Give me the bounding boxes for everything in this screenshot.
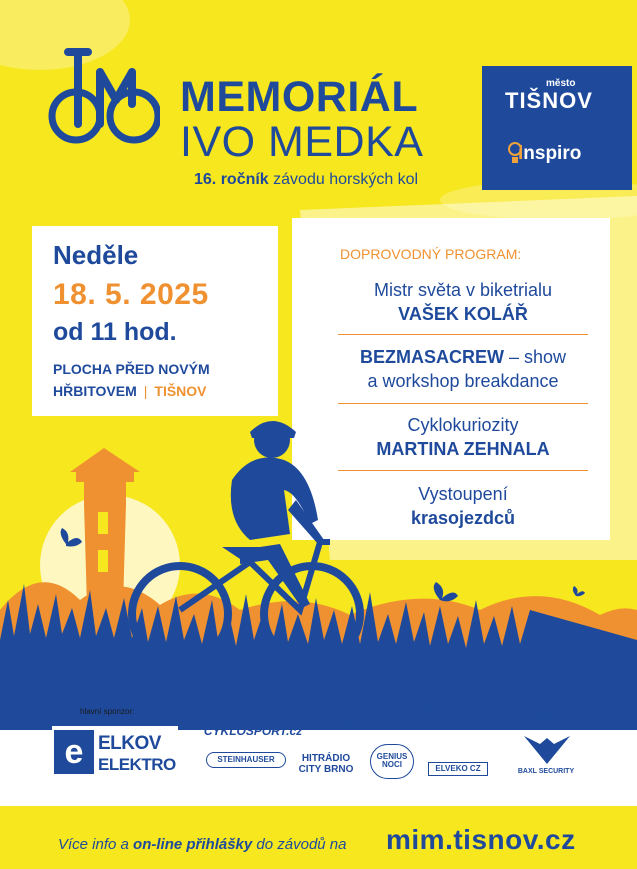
program-divider: [338, 334, 588, 335]
cyclist-scene-illustration: [0, 400, 637, 730]
elkov-subname: ELEKTRO: [98, 755, 176, 774]
inspiro-logo: [518, 143, 581, 165]
butterfly-icon: [573, 586, 585, 596]
mesto-label: město: [546, 78, 576, 89]
program-item-line1: Mistr světa v biketrialu: [373, 280, 553, 300]
event-place-line2: [53, 383, 207, 399]
event-place-line1: PLOCHA PŘED NOVÝM: [53, 361, 210, 377]
event-subtitle: [194, 171, 418, 189]
event-day: Neděle: [53, 240, 139, 270]
program-item-line1: Vystoupení: [418, 484, 508, 504]
tisnov-logo: TIŠNOV: [505, 88, 593, 113]
sponsor-logo: HITRÁDIO CITY BRNO: [298, 753, 354, 775]
butterfly-icon: [61, 528, 82, 547]
subtitle-text: závodu horských kol: [268, 171, 419, 188]
event-time: od 11 hod.: [53, 318, 177, 346]
butterfly-icon: [434, 582, 458, 601]
footer-text-a: Více info a: [58, 836, 134, 853]
program-item: [338, 278, 588, 326]
program-heading: DOPROVODNÝ PROGRAM:: [340, 246, 522, 262]
place-name: HŘBITOVEM: [53, 383, 137, 399]
program-item-line1: Cyklokuriozity: [407, 415, 519, 435]
place-separator: |: [143, 383, 148, 399]
program-item: [338, 345, 588, 393]
memorial-logo-icon: [48, 44, 160, 164]
elkov-e-mark: e: [54, 730, 94, 774]
website-link[interactable]: mim.tisnov.cz: [386, 824, 576, 855]
program-item-line1: – show: [503, 347, 567, 367]
title-line2: IVO MEDKA: [180, 118, 424, 166]
subtitle-edition: 16. ročník: [194, 171, 269, 188]
sponsor-label: hlavní sponzor:: [80, 707, 135, 716]
inspiro-i: i: [518, 143, 524, 164]
inspiro-rest: nspiro: [523, 143, 582, 164]
wings-icon: [522, 734, 572, 766]
program-item-performer: BEZMASACREW: [359, 347, 504, 367]
elkov-name: ELKOV: [98, 733, 161, 754]
sponsor-logo: BAXL SECURITY: [517, 768, 575, 775]
program-item-performer: krasojezdců: [410, 508, 516, 528]
sponsor-logo: CHYTŘE: [404, 708, 434, 715]
sponsor-logo: BB CYKLOSPORT.cz: [203, 711, 303, 738]
program-item-performer: VAŠEK KOLÁŘ: [398, 304, 528, 324]
footer-text: [58, 836, 347, 853]
event-date: 18. 5. 2025: [53, 278, 209, 311]
footer-text-b: do závodů na: [252, 836, 347, 853]
sponsor-logo: STEINHAUSER: [206, 752, 286, 768]
footer-text-bold: on-line přihlášky: [133, 836, 253, 853]
sponsor-logo: SUPERIOR: [261, 704, 299, 711]
sponsor-logo: TEPOS-HJ: [528, 709, 588, 723]
sponsor-logo: GENIUS NOCI: [370, 744, 414, 779]
place-town: TIŠNOV: [154, 383, 207, 399]
event-title: [180, 73, 424, 166]
sponsor-logo: TOMÁŠ PLAVEC: [331, 716, 359, 731]
sponsor-logo: ELVEKO CZ: [428, 762, 488, 776]
program-item-performer: MARTINA ZEHNALA: [376, 439, 550, 459]
program-item-line2: a workshop breakdance: [367, 371, 559, 391]
title-line1: MEMORIÁL: [180, 73, 419, 121]
sponsor-logo: ENERVIT: [450, 715, 498, 727]
sponsor-logo: CASTELLI: [325, 702, 361, 709]
